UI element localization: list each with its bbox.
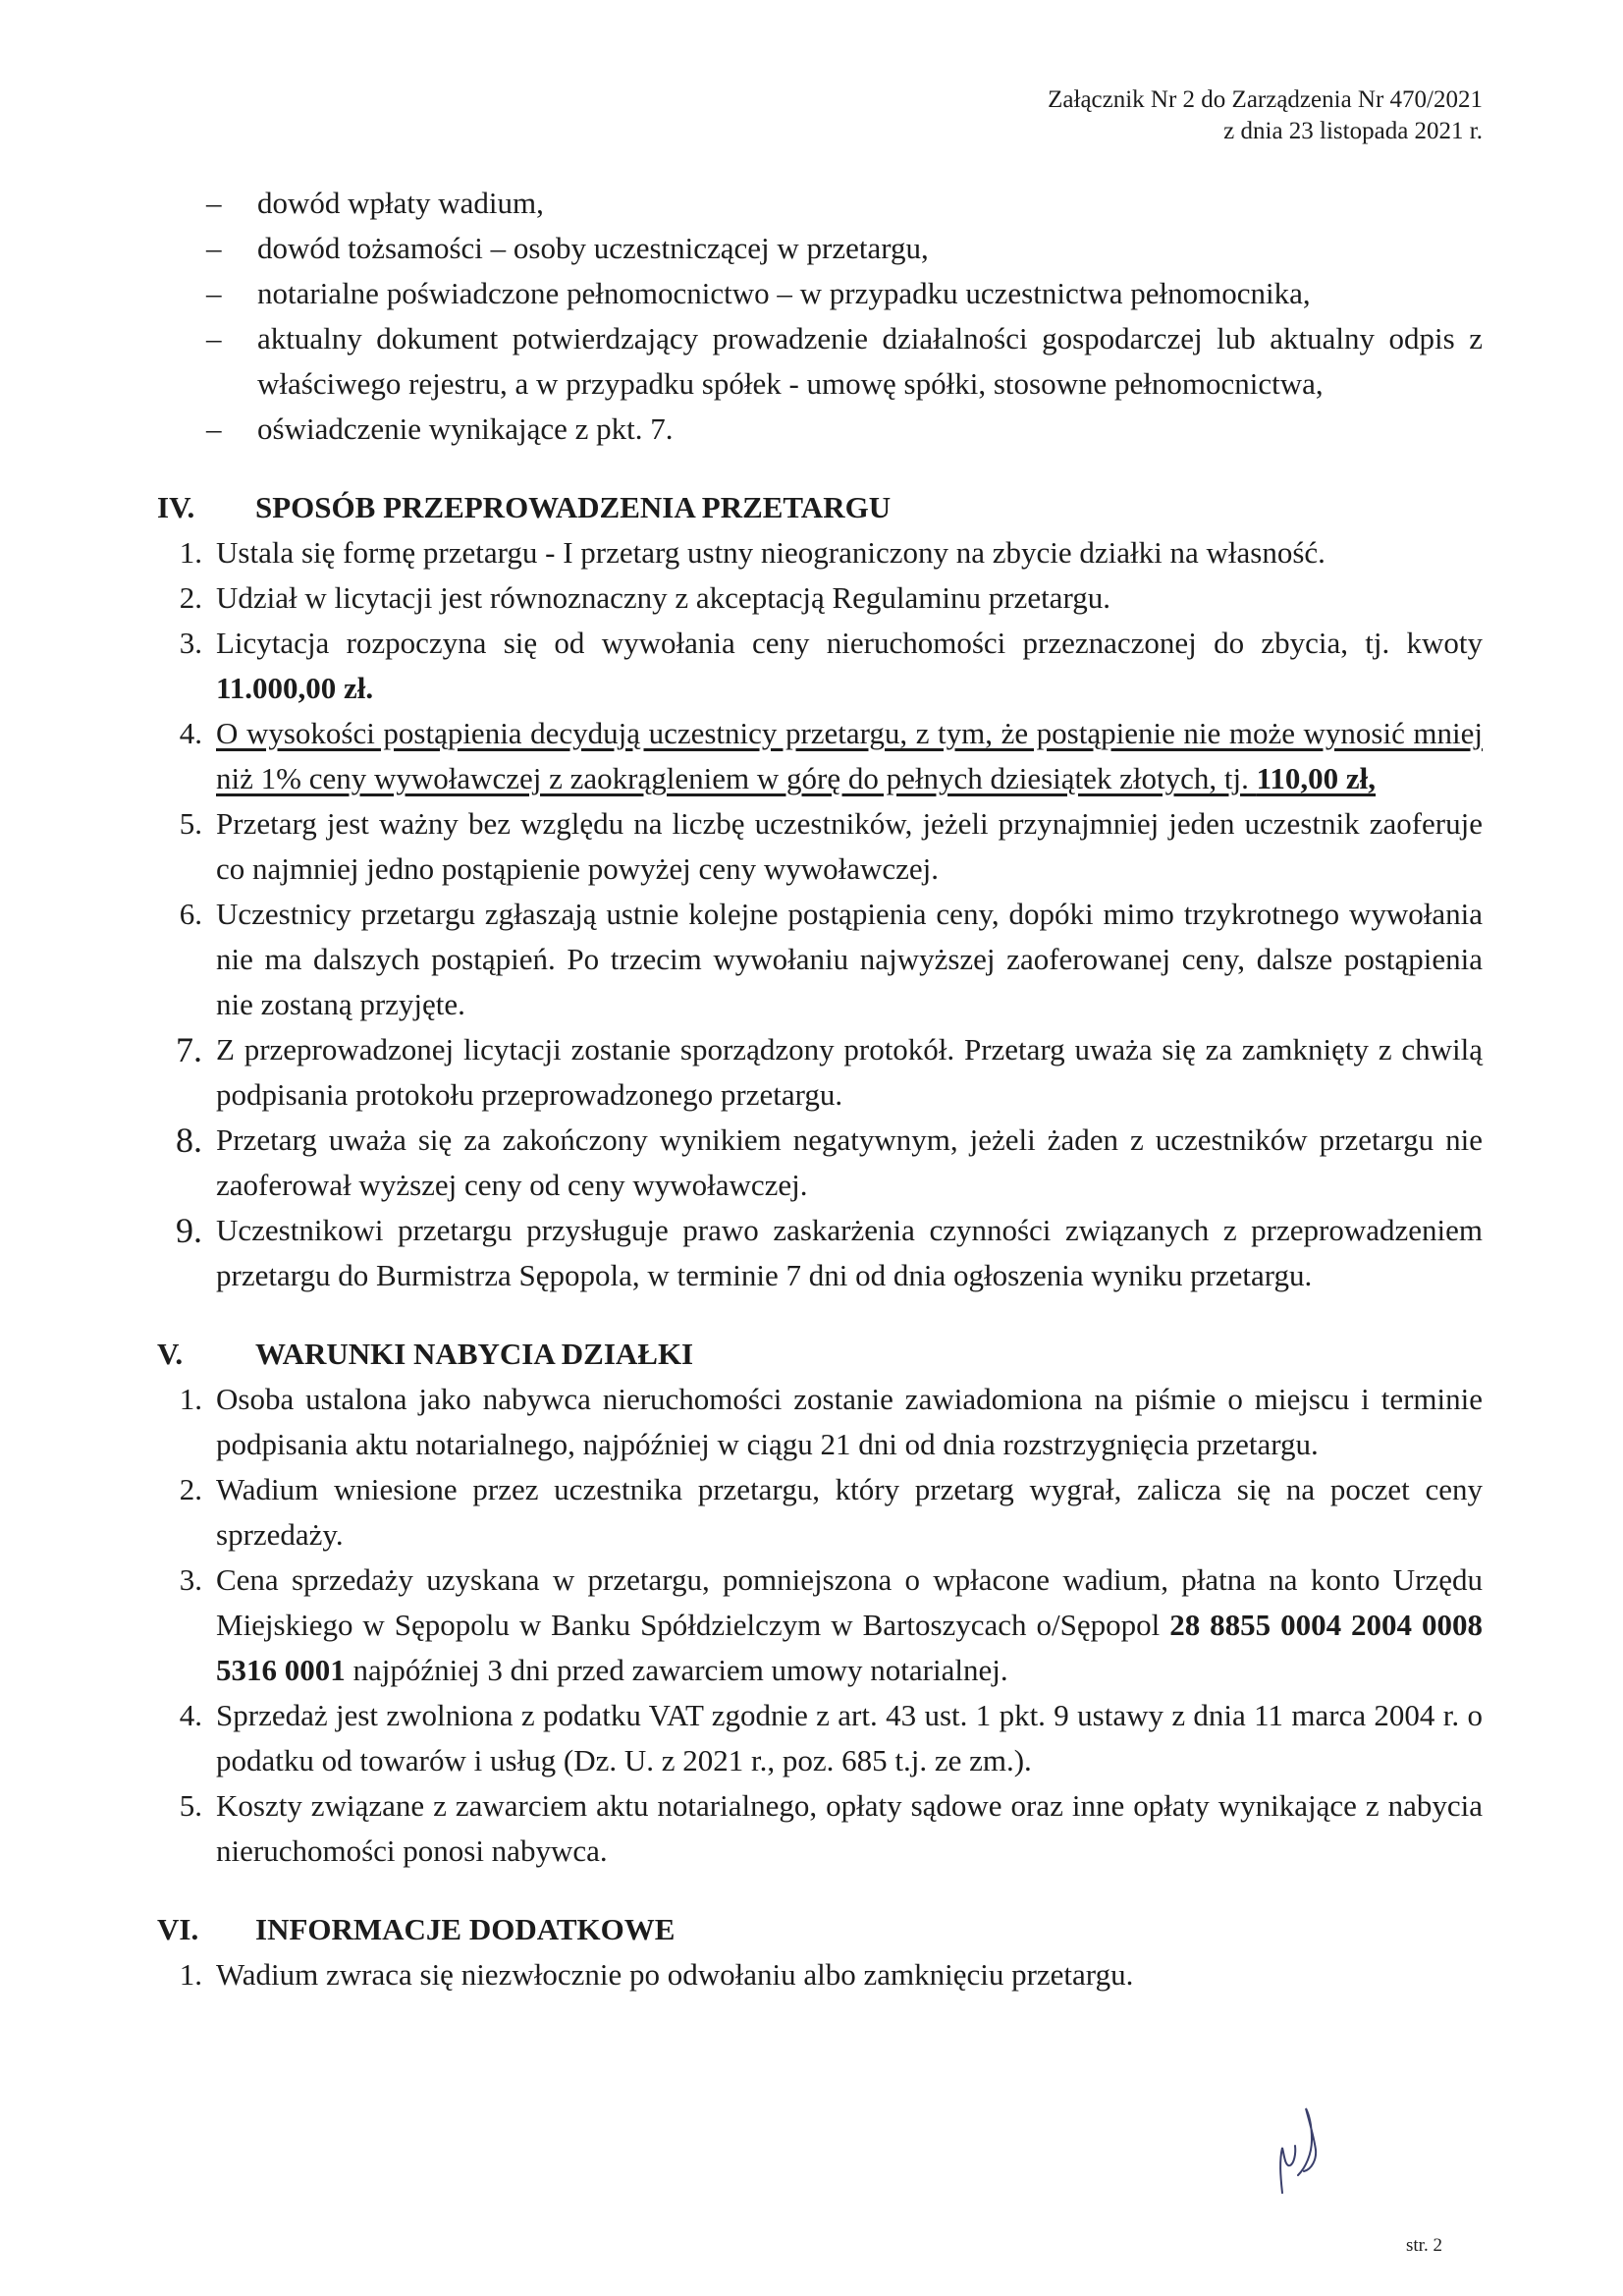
item-number: 8.	[176, 1121, 202, 1160]
item-number: 1.	[179, 535, 202, 570]
starting-price-amount: 11.000,00 zł.	[216, 671, 374, 705]
item-number: 1.	[179, 1957, 202, 1992]
section-number: V.	[157, 1337, 184, 1371]
list-item	[157, 1118, 1483, 1208]
item-text: Koszty związane z zawarciem aktu notarialnego, opłaty sądowe oraz inne opłaty wynikające z nabycia nieruchomości ponosi nabywca.	[216, 1788, 1483, 1868]
dash-marker: –	[206, 186, 222, 220]
dash-marker: –	[206, 231, 222, 265]
section-title: WARUNKI NABYCIA DZIAŁKI	[255, 1337, 694, 1371]
item-text: Licytacja rozpoczyna się od wywołania ceny nieruchomości przeznaczonej do zbycia, tj. kwoty	[216, 626, 1483, 660]
section-heading	[157, 1332, 1483, 1377]
section-heading	[157, 1907, 1483, 1952]
document-header	[1048, 84, 1483, 147]
section-purchase-conditions	[157, 1332, 1483, 1874]
list-item	[157, 1208, 1483, 1298]
item-text: Przetarg jest ważny bez względu na liczbę uczestników, jeżeli przynajmniej jeden uczestnik zaoferuje co najmniej jedno postąpienie powyżej ceny wywoławczej.	[216, 806, 1483, 886]
header-date-line: z dnia 23 listopada 2021 r.	[1223, 118, 1483, 144]
item-number: 9.	[176, 1211, 202, 1250]
list-item	[206, 181, 1483, 226]
item-text: Sprzedaż jest zwolniona z podatku VAT zgodnie z art. 43 ust. 1 pkt. 9 ustawy z dnia 11 marca 2004 r. o podatku od towarów i usług (Dz. U. z 2021 r., poz. 685 t.j. ze zm.).	[216, 1698, 1483, 1777]
list-item-text: oświadczenie wynikające z pkt. 7.	[257, 411, 674, 446]
list-item	[157, 1783, 1483, 1874]
item-text: Uczestnikowi przetargu przysługuje prawo zaskarżenia czynności związanych z przeprowadzeniem przetargu do Burmistrza Sępopola, w terminie 7 dni od dnia ogłoszenia wyniku przetargu.	[216, 1213, 1483, 1292]
item-number: 5.	[179, 1788, 202, 1823]
list-item-text: dowód tożsamości – osoby uczestniczącej w przetargu,	[257, 231, 929, 265]
item-number: 5.	[179, 806, 202, 841]
item-number: 4.	[179, 1698, 202, 1732]
item-text: Osoba ustalona jako nabywca nieruchomości zostanie zawiadomiona na piśmie o miejscu i terminie podpisania aktu notarialnego, najpóźniej w ciągu 21 dni od dnia rozstrzygnięcia przetargu.	[216, 1382, 1483, 1461]
list-item	[157, 1027, 1483, 1118]
list-item	[157, 575, 1483, 621]
item-number: 6.	[179, 897, 202, 931]
item-text: Ustala się formę przetargu - I przetarg ustny nieograniczony na zbycie działki na własność.	[216, 535, 1325, 570]
item-text: Udział w licytacji jest równoznaczny z akceptacją Regulaminu przetargu.	[216, 580, 1110, 615]
bank-account-number: 28 8855 0004 2004 0008 5316 0001	[216, 1608, 1484, 1687]
item-text: Wadium zwraca się niezwłocznie po odwołaniu albo zamknięciu przetargu.	[216, 1957, 1134, 1992]
list-item-text: aktualny dokument potwierdzający prowadzenie działalności gospodarczej lub aktualny odpis z właściwego rejestru, a w przypadku spółek - umowę spółki, stosowne pełnomocnictwa,	[257, 321, 1483, 401]
item-number: 1.	[179, 1382, 202, 1416]
section-heading	[157, 485, 1483, 530]
item-number: 4.	[179, 716, 202, 750]
list-item	[206, 226, 1483, 271]
item-number: 2.	[179, 580, 202, 615]
list-item-text: notarialne poświadczone pełnomocnictwo – w przypadku uczestnictwa pełnomocnika,	[257, 276, 1311, 310]
item-text-continued: najpóźniej 3 dni przed zawarciem umowy notarialnej.	[345, 1653, 1008, 1687]
item-number: 7.	[176, 1030, 202, 1069]
item-text: Przetarg uważa się za zakończony wynikiem negatywnym, jeżeli żaden z uczestników przetargu nie zaoferował wyższej ceny od ceny wywoławczej.	[216, 1122, 1483, 1202]
item-text: O wysokości postąpienia decydują uczestnicy przetargu, z tym, że postąpienie nie może wynosić mniej niż 1% ceny wywoławczej z zaokrągleniem w górę do pełnych dziesiątek złotych, tj.	[216, 716, 1483, 795]
item-number: 2.	[179, 1472, 202, 1506]
header-attachment-line: Załącznik Nr 2 do Zarządzenia Nr 470/2021	[1048, 86, 1483, 113]
section-auction-procedure	[157, 485, 1483, 1298]
list-item	[157, 892, 1483, 1027]
list-item	[157, 711, 1483, 801]
dash-marker: –	[206, 321, 222, 355]
section-title: INFORMACJE DODATKOWE	[255, 1912, 676, 1946]
item-text: Cena sprzedaży uzyskana w przetargu, pomniejszona o wpłacone wadium, płatna na konto Urzędu Miejskiego w Sępopolu w Banku Spółdzielczym w Bartoszycach o/Sępopol	[216, 1562, 1483, 1642]
numbered-list	[157, 1377, 1483, 1874]
list-item	[157, 530, 1483, 575]
section-title: SPOSÓB PRZEPROWADZENIA PRZETARGU	[255, 490, 892, 524]
item-text: Wadium wniesione przez uczestnika przetargu, który przetarg wygrał, zalicza się na poczet ceny sprzedaży.	[216, 1472, 1483, 1552]
bid-increment-amount: 110,00 zł,	[1256, 761, 1377, 795]
list-item	[157, 801, 1483, 892]
list-item	[157, 1467, 1483, 1558]
section-number: VI.	[157, 1912, 199, 1946]
numbered-list	[157, 1952, 1483, 1997]
item-number: 3.	[179, 626, 202, 660]
list-item	[157, 621, 1483, 711]
section-additional-info	[157, 1907, 1483, 1997]
item-text: Uczestnicy przetargu zgłaszają ustnie kolejne postąpienia ceny, dopóki mimo trzykrotnego wywołania nie ma dalszych postąpień. Po trzecim wywołaniu najwyższej zaoferowanej ceny, dalsze postąpienia nie zostaną przyjęte.	[216, 897, 1483, 1021]
list-item	[206, 407, 1483, 452]
dash-marker: –	[206, 276, 222, 310]
section-number: IV.	[157, 490, 195, 524]
handwritten-initials-icon	[1276, 2106, 1325, 2195]
item-number: 3.	[179, 1562, 202, 1597]
item-text: Z przeprowadzonej licytacji zostanie sporządzony protokół. Przetarg uważa się za zamknięty z chwilą podpisania protokołu przeprowadzonego przetargu.	[216, 1032, 1483, 1112]
list-item	[206, 316, 1483, 407]
list-item	[157, 1693, 1483, 1783]
dash-marker: –	[206, 411, 222, 446]
numbered-list	[157, 530, 1483, 1298]
list-item	[157, 1558, 1483, 1693]
required-documents-list	[206, 181, 1483, 452]
document-body	[157, 181, 1483, 1997]
list-item-text: dowód wpłaty wadium,	[257, 186, 544, 220]
list-item	[157, 1377, 1483, 1467]
page-number: str. 2	[1406, 2235, 1442, 2256]
list-item	[206, 271, 1483, 316]
list-item	[157, 1952, 1483, 1997]
